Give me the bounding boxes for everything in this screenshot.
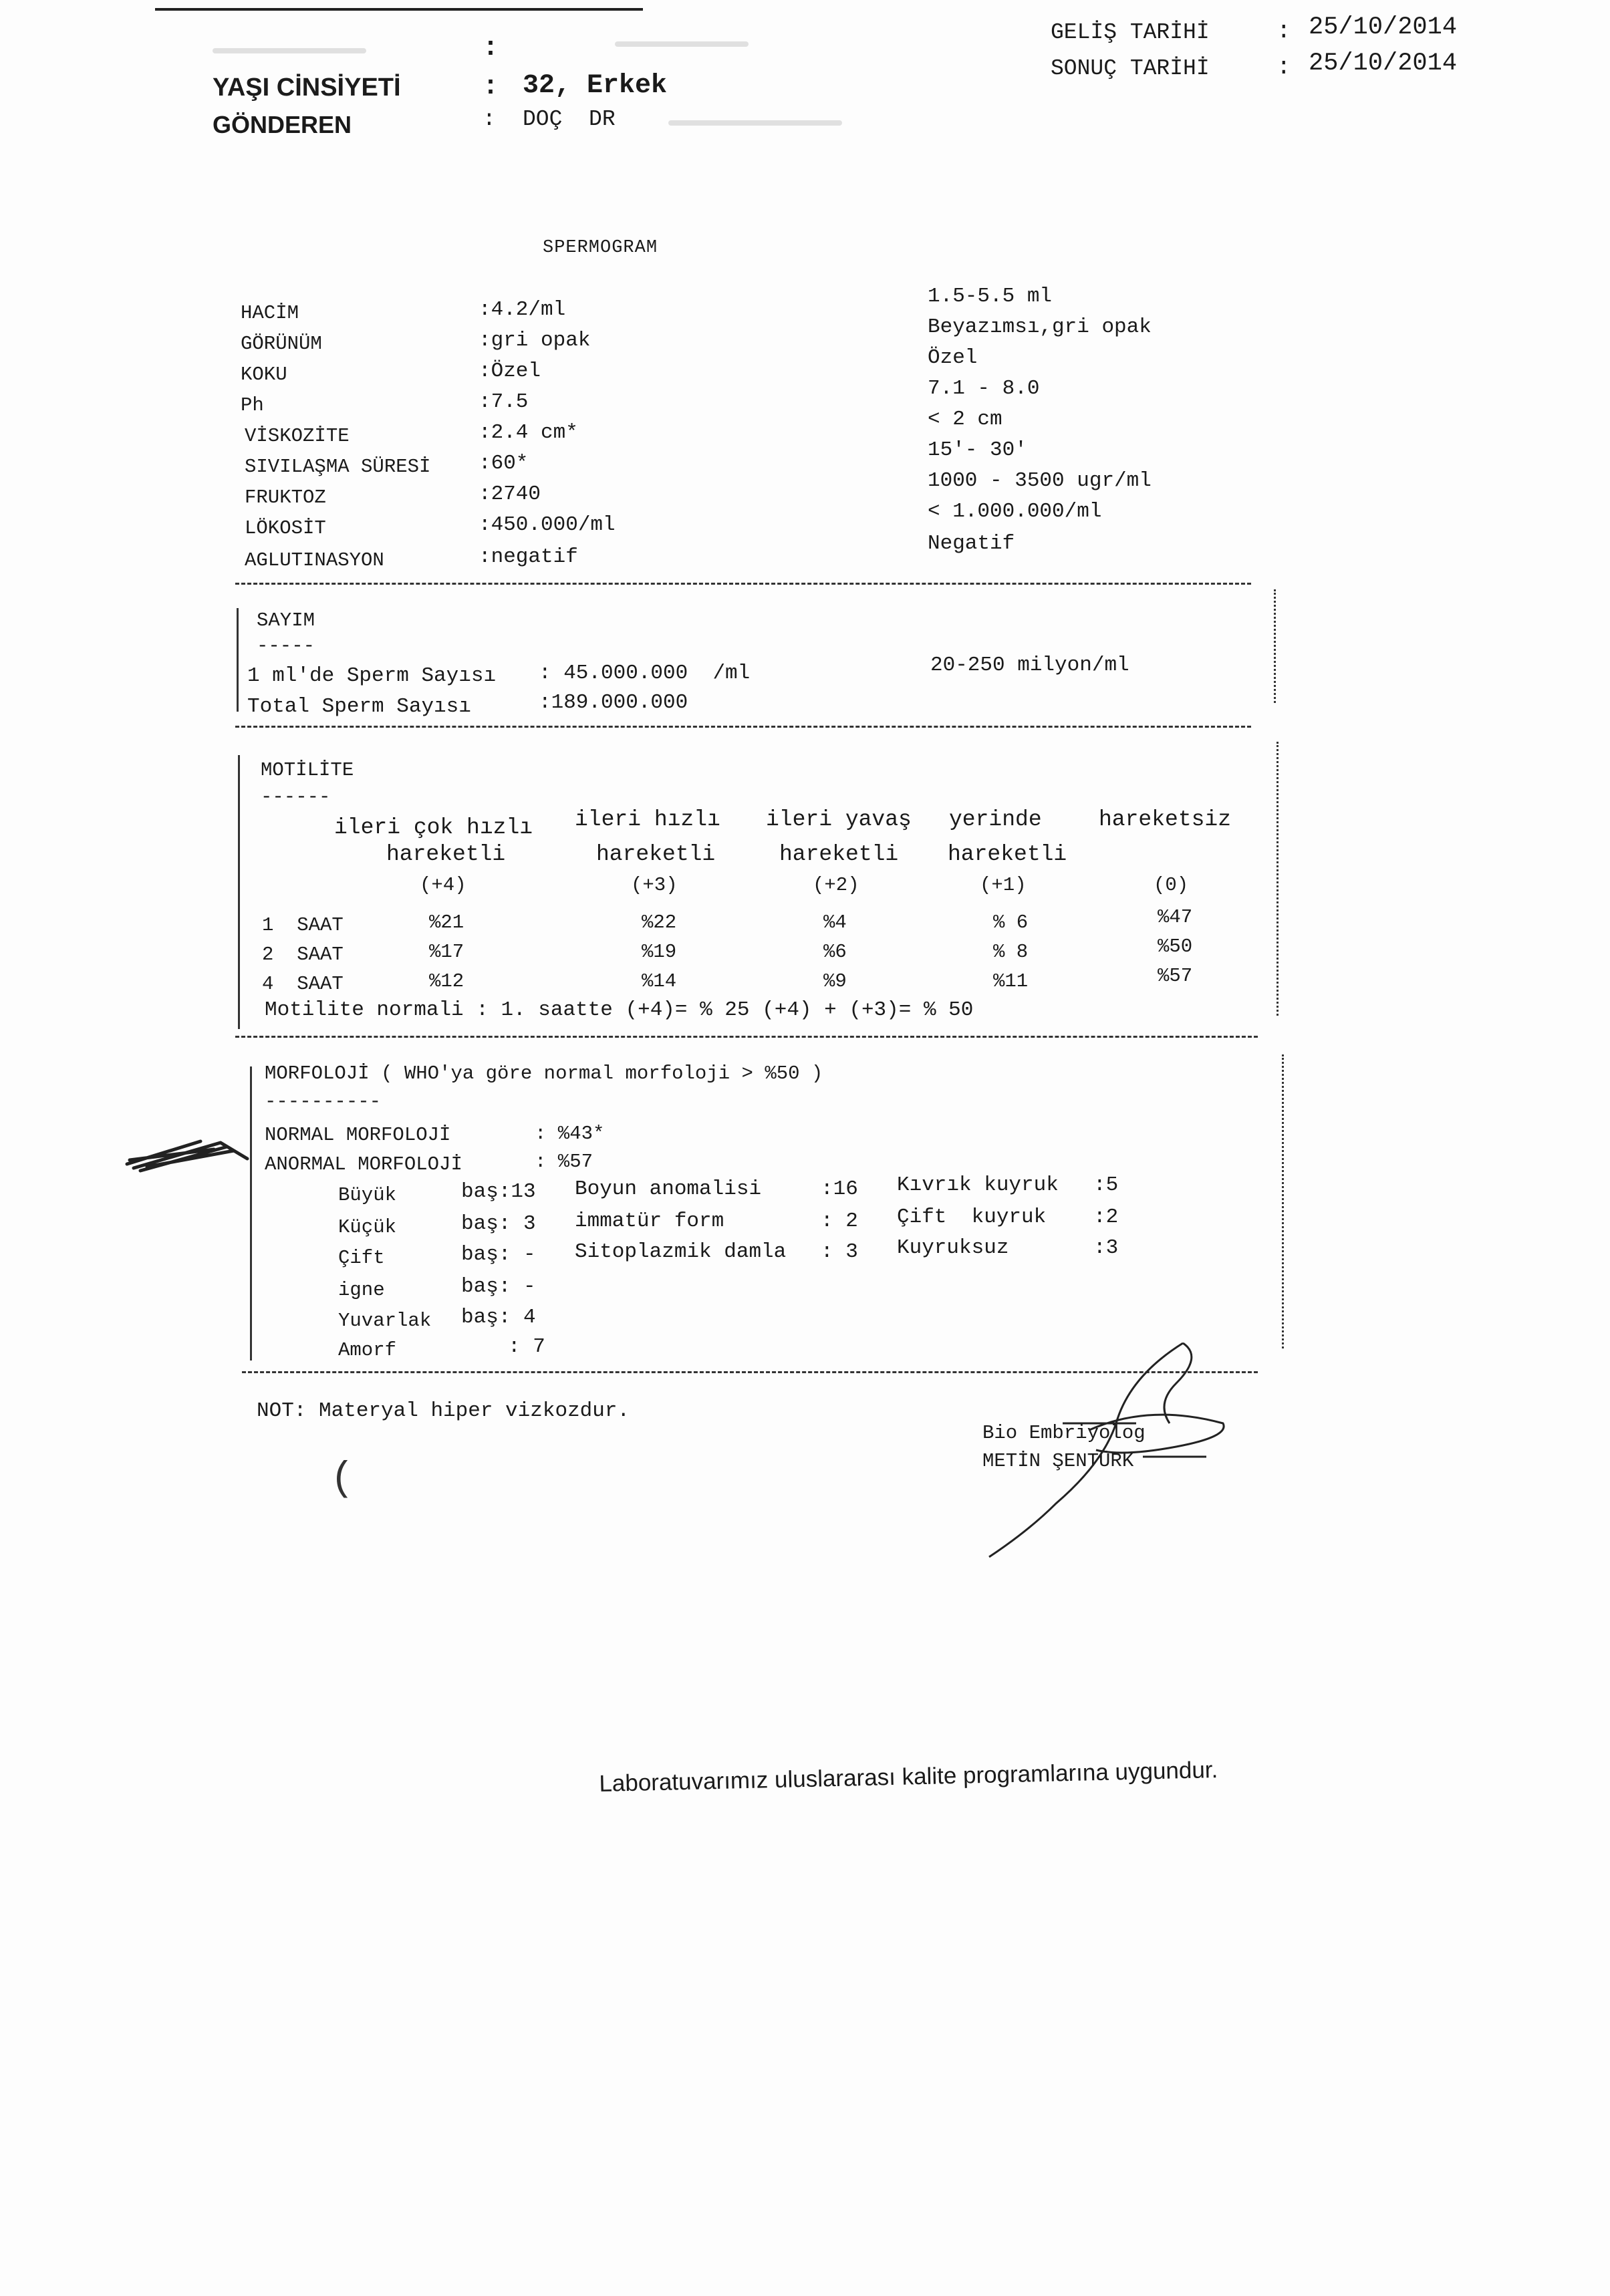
motilite-column-code: (0) <box>1154 874 1189 896</box>
param-reference: Negatif <box>928 532 1015 555</box>
morfoloji-underline: ---------- <box>265 1091 382 1113</box>
motilite-normal-line: Motilite normali : 1. saatte (+4)= % 25 (+4) + (+3)= % 50 <box>265 998 974 1022</box>
motilite-cell: % 6 <box>993 911 1029 934</box>
morfoloji-tail-label: Çift kuyruk <box>897 1205 1047 1229</box>
sayim-line1-value: : 45.000.000 /ml <box>539 662 751 685</box>
morfoloji-neck-label: immatür form <box>575 1209 724 1233</box>
sayim-right-bar <box>1274 589 1276 703</box>
yas-cinsiyet-value: 32, Erkek <box>523 71 668 101</box>
param-value: :60* <box>479 452 529 475</box>
report-title: SPERMOGRAM <box>543 238 658 258</box>
param-reference: 7.1 - 8.0 <box>928 377 1040 400</box>
motilite-column-subheader: hareketli <box>948 842 1067 867</box>
motilite-cell: %4 <box>823 911 847 934</box>
normal-morfoloji-value: : %43* <box>535 1123 605 1145</box>
param-label: AGLUTINASYON <box>245 549 384 571</box>
param-reference: < 1.000.000/ml <box>928 500 1102 523</box>
motilite-row-label: 4 SAAT <box>262 973 344 995</box>
stray-pen-mark: ( <box>330 1457 355 1502</box>
motilite-underline: ------ <box>261 786 331 808</box>
motilite-column-header: ileri hızlı <box>575 807 720 832</box>
gonderen-colon: : <box>483 107 496 132</box>
param-value: :4.2/ml <box>479 298 566 321</box>
param-label: FRUKTOZ <box>245 486 326 509</box>
morfoloji-tail-value: :2 <box>1093 1205 1119 1229</box>
morfoloji-head-value: : 7 <box>508 1335 545 1358</box>
motilite-title: MOTİLİTE <box>261 759 354 781</box>
motilite-left-bar <box>238 755 240 1029</box>
motilite-cell: %21 <box>429 911 464 934</box>
param-reference: 1000 - 3500 ugr/ml <box>928 469 1152 492</box>
morfoloji-head-value: baş: - <box>461 1275 536 1298</box>
param-value: :2.4 cm* <box>479 421 578 444</box>
morfoloji-head-label: Çift <box>338 1247 385 1269</box>
sayim-line1-reference: 20-250 milyon/ml <box>930 654 1129 677</box>
motilite-column-subheader: hareketli <box>596 842 716 867</box>
sayim-underline: ----- <box>257 635 315 657</box>
motilite-cell: %22 <box>642 911 677 934</box>
sonuc-label: SONUÇ TARİHİ <box>1051 56 1210 81</box>
param-label: HACİM <box>241 302 299 324</box>
param-value: :450.000/ml <box>479 513 616 537</box>
param-reference: Özel <box>928 346 978 370</box>
morfoloji-title: MORFOLOJİ ( WHO'ya göre normal morfoloji > %50 ) <box>265 1062 823 1085</box>
handwritten-signature <box>976 1330 1243 1577</box>
motilite-column-code: (+2) <box>813 874 859 896</box>
motilite-cell: %47 <box>1158 906 1193 928</box>
param-value: :Özel <box>479 360 541 383</box>
motilite-cell: %11 <box>993 970 1029 992</box>
motilite-column-code: (+4) <box>420 874 466 896</box>
motilite-column-header: ileri çok hızlı <box>334 815 533 840</box>
sayim-line2-value: :189.000.000 <box>539 691 688 714</box>
divider-1 <box>235 583 1251 585</box>
motilite-column-header: yerinde <box>949 807 1042 832</box>
morfoloji-left-bar <box>250 1066 252 1360</box>
top-rule <box>155 8 643 11</box>
gonderen-label: GÖNDEREN <box>213 111 352 138</box>
param-reference: Beyazımsı,gri opak <box>928 315 1152 339</box>
param-value: :negatif <box>479 545 578 569</box>
morfoloji-head-value: baş: 3 <box>461 1212 536 1236</box>
morfoloji-neck-label: Sitoplazmik damla <box>575 1240 787 1264</box>
motilite-column-code: (+1) <box>980 874 1027 896</box>
gelis-date: 25/10/2014 <box>1309 13 1458 41</box>
morfoloji-neck-value: :16 <box>821 1177 858 1201</box>
name-colon: : <box>483 33 499 63</box>
pen-scribble-mark <box>120 1129 267 1176</box>
redacted-name <box>213 48 366 53</box>
param-label: VİSKOZİTE <box>245 425 350 447</box>
gelis-colon: : <box>1277 17 1291 45</box>
param-reference: 1.5-5.5 ml <box>928 285 1053 308</box>
signature-title: Bio Embriyolog <box>982 1422 1146 1444</box>
morfoloji-tail-value: :3 <box>1093 1236 1119 1260</box>
morfoloji-neck-value: : 2 <box>821 1209 858 1233</box>
morfoloji-neck-label: Boyun anomalisi <box>575 1177 762 1201</box>
morfoloji-tail-label: Kuyruksuz <box>897 1236 1009 1260</box>
motilite-column-code: (+3) <box>631 874 678 896</box>
motilite-right-bar <box>1277 742 1279 1016</box>
sayim-line1-label: 1 ml'de Sperm Sayısı <box>247 664 497 688</box>
morfoloji-head-label: igne <box>338 1279 385 1301</box>
param-label: LÖKOSİT <box>245 517 326 539</box>
yas-colon: : <box>483 72 499 102</box>
divider-3 <box>235 1036 1258 1038</box>
motilite-column-subheader: hareketli <box>779 842 899 867</box>
sayim-title: SAYIM <box>257 609 315 631</box>
param-reference: 15'- 30' <box>928 438 1027 462</box>
morfoloji-tail-value: :5 <box>1093 1173 1119 1197</box>
morfoloji-head-label: Büyük <box>338 1184 397 1206</box>
motilite-cell: %19 <box>642 941 677 963</box>
morfoloji-neck-value: : 3 <box>821 1240 858 1264</box>
motilite-column-header: hareketsiz <box>1099 807 1232 832</box>
param-value: :7.5 <box>479 390 529 414</box>
sayim-line2-label: Total Sperm Sayısı <box>247 695 471 718</box>
sayim-left-bar <box>237 608 239 712</box>
sonuc-colon: : <box>1277 53 1291 81</box>
note-text: NOT: Materyal hiper vizkozdur. <box>257 1399 630 1423</box>
sonuc-date: 25/10/2014 <box>1309 49 1458 78</box>
morfoloji-head-value: baş:13 <box>461 1180 536 1203</box>
param-label: Ph <box>241 394 264 416</box>
motilite-cell: %12 <box>429 970 464 992</box>
motilite-cell: %9 <box>823 970 847 992</box>
param-value: :2740 <box>479 482 541 506</box>
redacted-doctor <box>668 120 842 126</box>
normal-morfoloji-label: NORMAL MORFOLOJİ <box>265 1124 451 1146</box>
signature-name: METİN ŞENTÜRK <box>982 1450 1134 1472</box>
motilite-cell: %6 <box>823 941 847 963</box>
param-label: SIVILAŞMA SÜRESİ <box>245 456 431 478</box>
param-label: GÖRÜNÜM <box>241 333 322 355</box>
motilite-cell: %14 <box>642 970 677 992</box>
param-label: KOKU <box>241 364 287 386</box>
motilite-cell: %57 <box>1158 965 1193 987</box>
morfoloji-head-value: baş: 4 <box>461 1306 536 1329</box>
anormal-morfoloji-label: ANORMAL MORFOLOJİ <box>265 1153 462 1175</box>
morfoloji-head-value: baş: - <box>461 1243 536 1266</box>
morfoloji-tail-label: Kıvrık kuyruk <box>897 1173 1059 1197</box>
param-value: :gri opak <box>479 329 591 352</box>
anormal-morfoloji-value: : %57 <box>535 1151 593 1173</box>
morfoloji-head-label: Küçük <box>338 1216 397 1238</box>
param-reference: < 2 cm <box>928 408 1002 431</box>
redacted-name-value <box>615 41 749 47</box>
motilite-row-label: 1 SAAT <box>262 914 344 936</box>
motilite-row-label: 2 SAAT <box>262 944 344 966</box>
morfoloji-head-label: Amorf <box>338 1339 397 1361</box>
motilite-column-header: ileri yavaş <box>766 807 912 832</box>
gelis-label: GELİŞ TARİHİ <box>1051 20 1210 45</box>
morfoloji-head-label: Yuvarlak <box>338 1310 432 1332</box>
motilite-cell: %50 <box>1158 936 1193 958</box>
gonderen-value: DOÇ DR <box>523 107 616 132</box>
motilite-column-subheader: hareketli <box>386 842 506 867</box>
motilite-cell: %17 <box>429 941 464 963</box>
motilite-cell: % 8 <box>993 941 1029 963</box>
yas-cinsiyet-label: YAŞI CİNSİYETİ <box>213 74 401 102</box>
divider-2 <box>235 726 1251 728</box>
footer-quality-statement: Laboratuvarımız uluslararası kalite programlarına uygundur. <box>599 1756 1218 1797</box>
morfoloji-right-bar <box>1282 1054 1284 1348</box>
